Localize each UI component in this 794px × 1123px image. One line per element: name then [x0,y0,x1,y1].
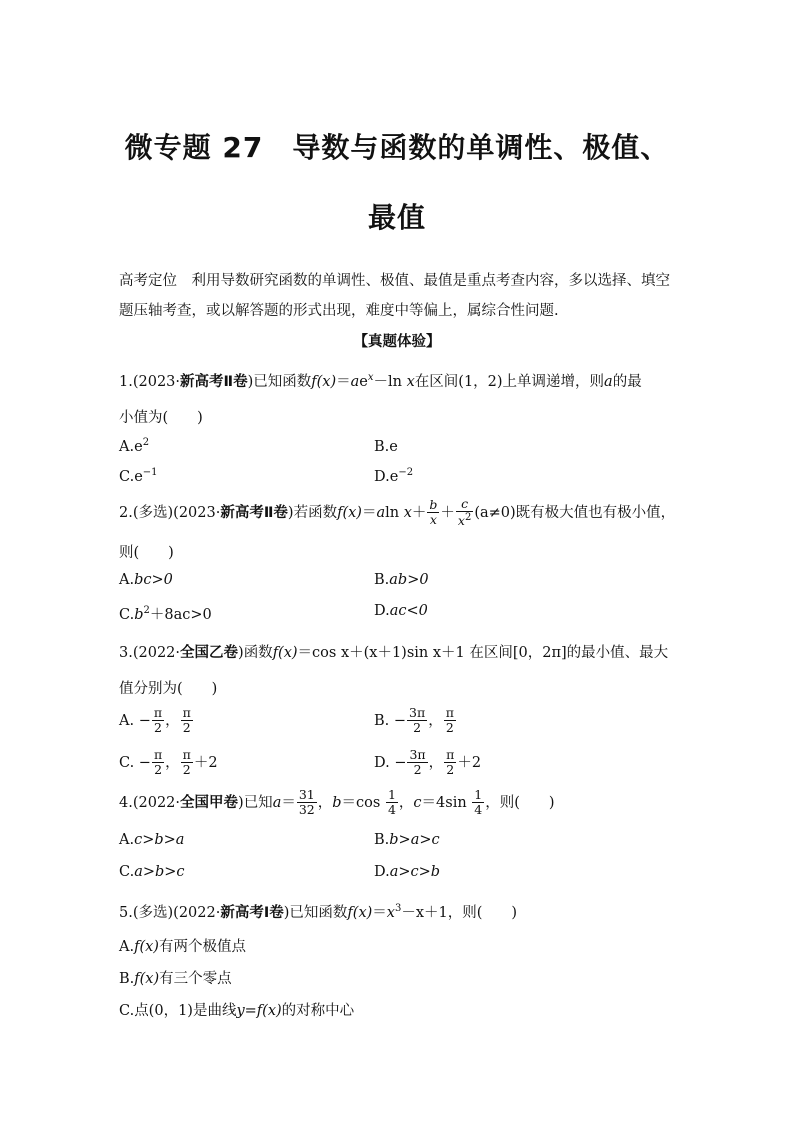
fraction-1-4: $\frac{1}{4}$ [474,787,483,818]
function-symbol: f(x) [272,645,298,661]
source-exam: 新高考Ⅱ卷 [220,504,288,521]
intro-text: 利用导数研究函数的单调性、极值、最值是重点考查内容，多以选择、填空题压轴考查，或以解答题的形式出现，难度中等偏上，属综合性问题. [119,273,670,319]
question-2-stem-line-2: 则( ) [119,545,174,561]
stem-text: 在区间(1，2)上单调递增，则 [414,374,605,390]
source-suffix: ) [247,374,254,390]
question-1-stem [119,370,642,391]
question-2-stem: 2.(多选)(2023·新高考Ⅱ卷)若函数f(x)＝aln x＋ $\frac{b}{x}$ ＋ $\frac{c}{x^2}$ (a≠0)既有极大值也有极小值， [119,496,676,529]
multi-select-tag: (多选) [132,905,174,921]
question-3-option-a[interactable]: A. − $\frac{\pi}{2}$ ， $\frac{\pi}{2}$ [119,705,191,736]
minus-ln: －ln [373,374,407,390]
question-4-stem: 4.(2022·全国甲卷)已知a＝ $\frac{31}{32}$ ，b＝cos $\frac{1}{4}$ ，c＝4sin $\frac{1}{4}$ ，则( ) [119,787,555,818]
function-symbol: f(x) [347,905,373,921]
page-title-line-2: 最值 [367,201,426,234]
section-title: 【真题体验】 [353,334,441,350]
question-5-stem: 5.(多选)(2022·新高考Ⅰ卷)已知函数$f(x)=x^3-x+1$，则( ) [119,903,518,921]
source-exam: 新高考Ⅱ卷 [180,374,248,390]
source-prefix: (2023· [132,374,181,390]
question-2-option-c[interactable]: $C.b^2+8ac>0$ [119,605,212,623]
base-e: e [359,374,368,390]
question-4-option-d[interactable]: D.a>c>b [374,864,441,880]
stem-text: 的最 [612,374,642,390]
page-title-line-1: 微专题 27 导数与函数的单调性、极值、 [124,131,670,164]
intro-paragraph [119,266,679,326]
question-1-option-b[interactable]: B.e [374,438,398,455]
question-3-stem-line-2: 值分别为( ) [119,681,218,697]
question-1-option-d[interactable]: $D.e^{-2}$ [374,467,414,485]
source-exam: 全国乙卷 [180,645,239,661]
question-5-option-b[interactable]: B.f(x)有三个零点 [119,971,232,987]
question-3-option-d[interactable]: D. − $\frac{3\pi}{2}$ ， $\frac{\pi}{2}$ ＋2 [374,747,482,778]
question-2-option-a[interactable]: A.bc>0 [119,572,173,588]
fraction-1-4: $\frac{1}{4}$ [387,787,396,818]
question-2-option-b[interactable]: B.ab>0 [374,572,429,588]
question-4-option-b[interactable]: B.b>a>c [374,832,440,848]
question-1-option-a[interactable]: $A.e^2$ [119,437,150,455]
intro-label: 高考定位 [119,273,177,289]
var-a: a [604,374,613,390]
source-exam: 新高考Ⅰ卷 [220,905,284,921]
question-4-option-c[interactable]: C.a>b>c [119,864,185,880]
question-2-option-d[interactable]: D.ac<0 [374,603,428,619]
question-3-option-b[interactable]: B. − $\frac{3\pi}{2}$ ， $\frac{\pi}{2}$ [374,705,454,736]
equals-sign: ＝ [336,374,351,390]
fraction-31-32: $\frac{31}{32}$ [298,787,315,818]
question-5-option-a[interactable]: A.f(x)有两个极值点 [119,939,246,955]
question-5-option-c[interactable]: C.点(0，1)是曲线y=f(x)的对称中心 [119,1003,355,1019]
question-4-option-a[interactable]: A.c>b>a [119,832,185,848]
question-3-option-c[interactable]: C. − $\frac{\pi}{2}$ ， $\frac{\pi}{2}$ ＋2 [119,747,218,778]
multi-select-tag: (多选) [132,504,174,521]
function-symbol: f(x) [311,374,337,390]
stem-text: 已知函数 [253,374,312,390]
var-a: a [350,374,360,390]
question-number: 1. [119,374,133,390]
var-x: x [406,374,415,390]
fraction-c-over-x2: $\frac{c}{x^2}$ [457,496,472,529]
question-1-option-c[interactable]: $C.e^{-1}$ [119,467,158,485]
source-exam: 全国甲卷 [180,794,239,811]
question-1-stem-line-2: 小值为( ) [119,410,203,426]
fraction-b-over-x: $\frac{b}{x}$ [429,497,438,528]
function-symbol: f(x) [337,504,362,521]
question-3-stem: 3.(2022·全国乙卷)函数f(x)＝cos x＋(x＋1)sin x＋1 在区间[0，2π]的最小值、最大 [119,645,669,661]
exponent-x: x [367,372,374,384]
